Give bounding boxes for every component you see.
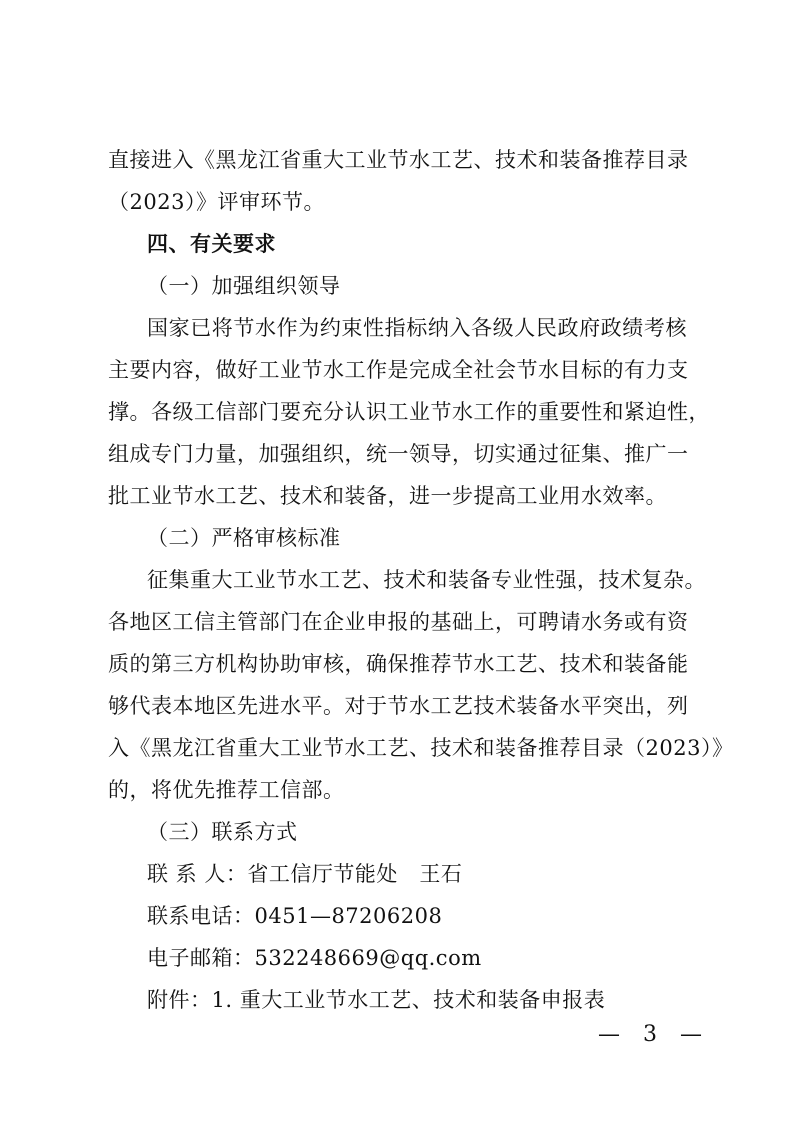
text-line-9: 批工业节水工艺、技术和装备，进一步提高工业用水效率。 (108, 484, 667, 508)
contact-person: 联 系 人：省工信厅节能处 王石 (147, 862, 463, 886)
text-line-6: 主要内容，做好工业节水工作是完成全社会节水目标的有力支 (108, 358, 689, 382)
text-line-16: 的，将优先推荐工信部。 (108, 778, 345, 802)
text-line-2: （2023）》评审环节。 (108, 190, 325, 214)
subheading-3: （三）联系方式 (147, 820, 298, 844)
subheading-2: （二）严格审核标准 (147, 526, 341, 550)
text-line-12: 各地区工信主管部门在企业申报的基础上，可聘请水务或有资 (108, 610, 689, 634)
text-line-13: 质的第三方机构协助审核，确保推荐节水工艺、技术和装备能 (108, 652, 689, 676)
section-heading-4: 四、有关要求 (147, 232, 276, 256)
subheading-1: （一）加强组织领导 (147, 274, 341, 298)
contact-email: 电子邮箱：532248669@qq.com (147, 946, 482, 970)
text-line-1: 直接进入《黑龙江省重大工业节水工艺、技术和装备推荐目录 (108, 148, 689, 172)
contact-phone: 联系电话：0451—87206208 (147, 904, 443, 928)
text-line-5: 国家已将节水作为约束性指标纳入各级人民政府政绩考核 (147, 316, 687, 340)
text-line-11: 征集重大工业节水工艺、技术和装备专业性强，技术复杂。 (147, 568, 706, 592)
text-line-8: 组成专门力量，加强组织，统一领导，切实通过征集、推广一 (108, 442, 689, 466)
text-line-14: 够代表本地区先进水平。对于节水工艺技术装备水平突出，列 (108, 694, 689, 718)
attachment-line: 附件：1. 重大工业节水工艺、技术和装备申报表 (147, 988, 606, 1012)
text-line-7: 撑。各级工信部门要充分认识工业节水工作的重要性和紧迫性， (108, 400, 710, 424)
text-line-15: 入《黑龙江省重大工业节水工艺、技术和装备推荐目录（2023）》 (108, 736, 734, 760)
page-number: — 3 — (598, 1022, 710, 1047)
